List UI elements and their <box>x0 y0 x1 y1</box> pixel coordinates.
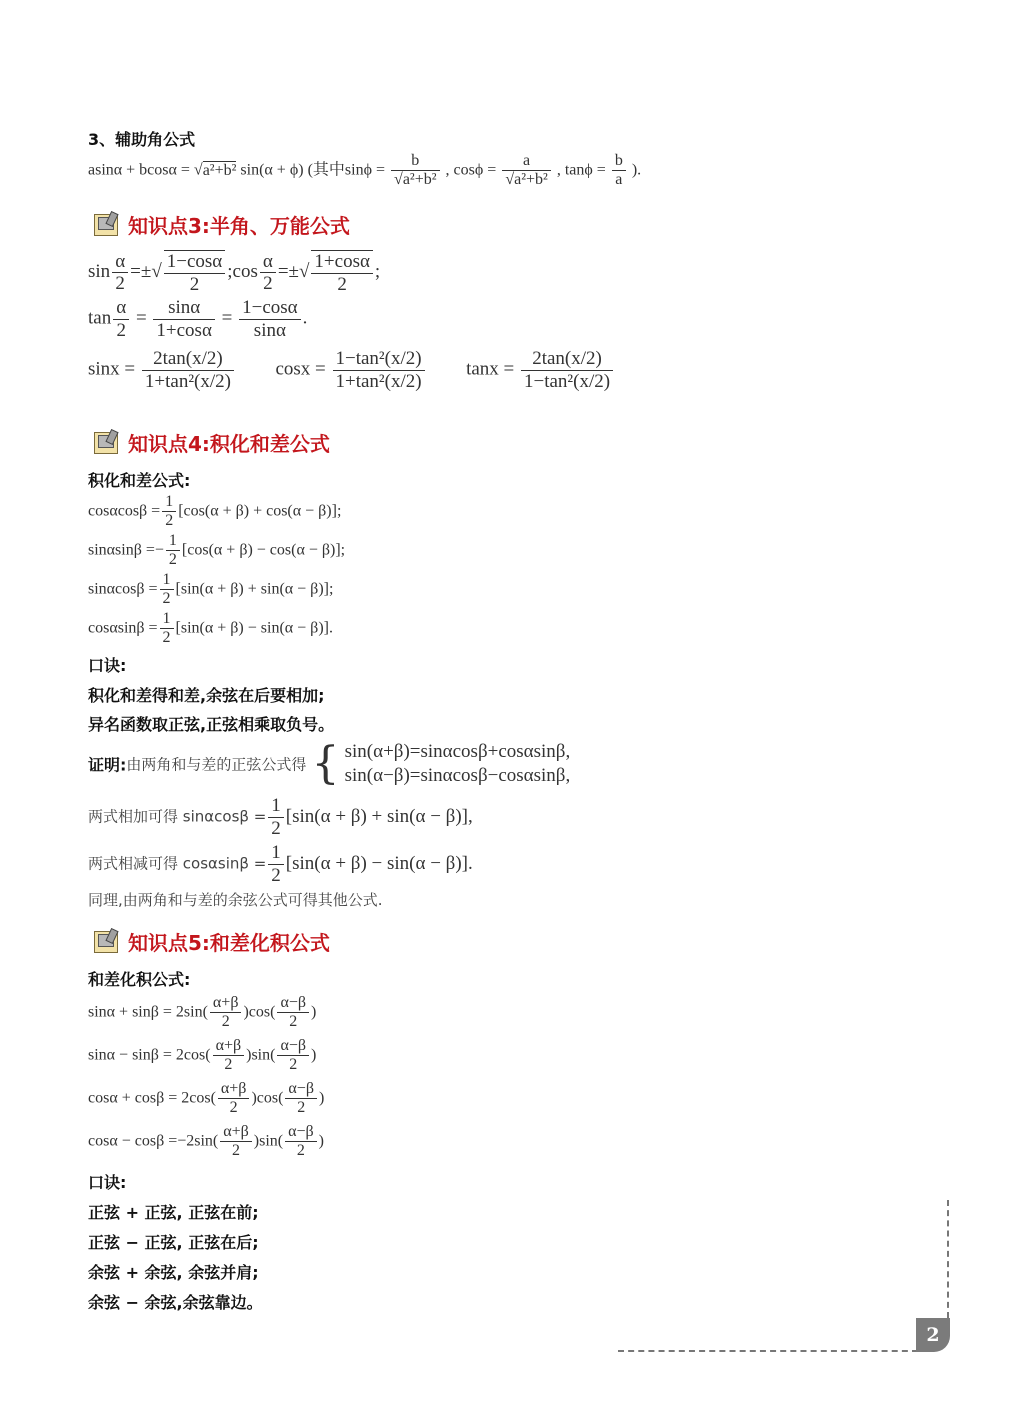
kp4-mnemonic-2: 异名函数取正弦,正弦相乘取负号。 <box>88 715 335 734</box>
aux-frac-tan: $\frac{b}{a}$ <box>612 152 626 190</box>
page-corner-dashed-horizontal <box>618 1350 918 1352</box>
sum-to-product-2: sinα − sinβ = 2cos( $\frac{\alpha+\beta}{2}$ )sin( $\frac{\alpha-\beta}{2}$ ) <box>88 1037 317 1074</box>
half-angle-tan: tan $\frac{\alpha}{2}$ = $\frac{\sin\alpha}{1+\cos\alpha}$ = $\frac{1-\cos\alpha}{\sin\alpha}$ . <box>88 297 308 341</box>
sum-to-product-1: sinα + sinβ = 2sin( $\frac{\alpha+\beta}{2}$ )cos( $\frac{\alpha-\beta}{2}$ ) <box>88 994 317 1031</box>
notebook-icon <box>92 929 120 953</box>
aux-mid: sin(α + ϕ) (其中sinϕ = <box>240 161 386 179</box>
sum-to-product-4: cosα − cosβ =−2sin( $\frac{\alpha+\beta}{2}$ )sin( $\frac{\alpha-\beta}{2}$ ) <box>88 1123 324 1160</box>
proof-subtract: 两式相减可得 cosαsinβ = $\frac{1}{2}$ [sin(α + β) − sin(α − β)]. <box>88 842 473 886</box>
aux-c2: , tanϕ = <box>556 161 606 179</box>
aux-end: ). <box>631 161 642 179</box>
product-to-sum-2: sinαsinβ =− $\frac{1}{2}$ [cos(α + β) − cos(α − β)]; <box>88 532 346 569</box>
product-to-sum-1: cosαcosβ = $\frac{1}{2}$ [cos(α + β) + cos(α − β)]; <box>88 493 342 530</box>
kp4-mnemonic-1: 积化和差得和差,余弦在后要相加; <box>88 686 325 705</box>
notebook-icon <box>92 430 120 454</box>
page-number: 2 <box>916 1318 950 1352</box>
product-to-sum-3: sinαcosβ = $\frac{1}{2}$ [sin(α + β) + sin(α − β)]; <box>88 571 334 608</box>
sqrt-symbol: √a²+b² <box>193 161 237 179</box>
aux-c1: , cosϕ = <box>445 161 497 179</box>
sum-to-product-3: cosα + cosβ = 2cos( $\frac{\alpha+\beta}{2}$ )cos( $\frac{\alpha-\beta}{2}$ ) <box>88 1080 325 1117</box>
aux-lhs: asinα + bcosα = <box>88 161 190 179</box>
aux-frac-sin: $\frac{b}{\text{√a²+b²}}$ <box>391 152 440 190</box>
kp5-mnemonic-1: 正弦 + 正弦, 正弦在前; <box>88 1203 259 1222</box>
aux-frac-cos: $\frac{a}{\text{√a²+b²}}$ <box>502 152 551 190</box>
proof-label: 证明: <box>88 755 127 775</box>
universal-formulas: sinx = $\frac{2\tan(x/2)}{\text{1+tan²(x/2)}}$ cosx = $\frac{\text{1−tan²(x/2)}}{\text{1+tan²(x/2)}}$ tanx = $\frac{2\tan(x/2)}{\text{1−tan²(x/2)}}$ <box>88 348 615 393</box>
kp5-mnemonic-3: 余弦 + 余弦, 余弦并肩; <box>88 1263 259 1282</box>
kp5-mnemonic-4: 余弦 − 余弦,余弦靠边。 <box>88 1293 263 1312</box>
kp3-title: 知识点3:半角、万能公式 <box>128 214 350 238</box>
page-corner-dashed-vertical <box>947 1200 949 1318</box>
product-to-sum-4: cosαsinβ = $\frac{1}{2}$ [sin(α + β) − sin(α − β)]. <box>88 610 333 647</box>
kp5-subheading: 和差化积公式: <box>88 970 191 989</box>
proof-text: 由两角和与差的正弦公式得 <box>126 755 307 774</box>
kp4-title: 知识点4:积化和差公式 <box>128 432 330 456</box>
aux-formula <box>88 152 641 190</box>
half-angle-sin-cos: sin $\frac{\alpha}{2}$ =±√ $\frac{1-\cos\alpha}{2}$ ;cos $\frac{\alpha}{2}$ =±√ $\frac{1+\cos\alpha}{2}$ ; <box>88 250 381 295</box>
proof-system: sin(α+β)=sinαcosβ+cosαsinβ, sin(α−β)=sinαcosβ−cosαsinβ, <box>344 741 571 786</box>
kp4-mnemonic-label: 口诀: <box>88 656 127 675</box>
proof-similarly: 同理,由两角和与差的余弦公式可得其他公式. <box>88 891 383 909</box>
kp5-title: 知识点5:和差化积公式 <box>128 931 330 955</box>
proof-block: 证明:由两角和与差的正弦公式得 { sin(α+β)=sinαcosβ+cosαsinβ, sin(α−β)=sinαcosβ−cosαsinβ, <box>88 738 571 789</box>
kp5-mnemonic-label: 口诀: <box>88 1173 127 1192</box>
notebook-icon <box>92 212 120 236</box>
proof-add: 两式相加可得 sinαcosβ = $\frac{1}{2}$ [sin(α + β) + sin(α − β)], <box>88 795 473 839</box>
kp5-mnemonic-2: 正弦 − 正弦, 正弦在后; <box>88 1233 259 1252</box>
kp4-subheading: 积化和差公式: <box>88 471 191 490</box>
aux-heading: 3、辅助角公式 <box>88 130 196 149</box>
